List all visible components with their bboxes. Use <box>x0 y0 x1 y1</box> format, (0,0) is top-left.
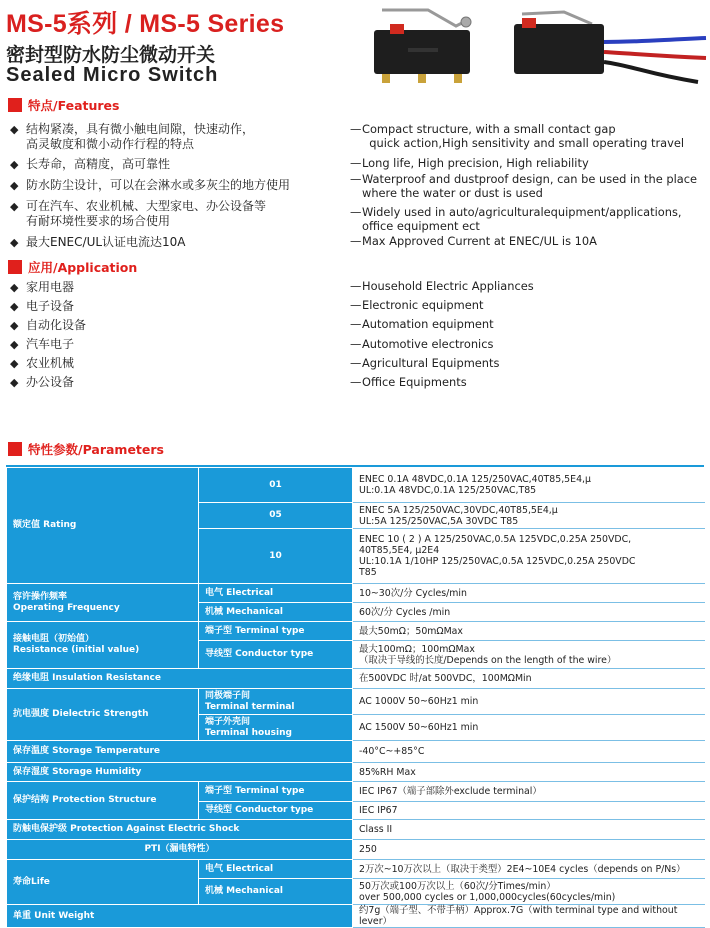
application-cn-4: ◆ 汽车电子 <box>10 337 75 351</box>
life-sub: 电气 Electrical <box>199 860 353 879</box>
dielectric-label: 抗电强度 Dielectric Strength <box>7 689 199 741</box>
life-value: 2万次~10万次以上（取决于类型）2E4~10E4 cycles（depends on P/Ns） <box>353 860 705 879</box>
diamond-icon: ◆ <box>10 338 19 351</box>
parameters-heading: 特性参数/Parameters <box>8 441 164 457</box>
table-row <box>7 763 705 782</box>
application-en-2: —Electronic equipment <box>350 298 484 312</box>
pti-label: PTI（漏电特性） <box>7 840 353 860</box>
table-row <box>7 782 705 802</box>
application-cn-6: ◆ 办公设备 <box>10 375 75 389</box>
storage-temp-value: -40°C~+85°C <box>353 741 705 763</box>
features-heading: 特点/Features <box>8 97 119 113</box>
table-row <box>7 840 705 860</box>
protection-sub: 端子型 Terminal type <box>199 782 353 802</box>
subtitle-en: Sealed Micro Switch <box>6 64 219 86</box>
op-freq-sub: 机械 Mechanical <box>199 603 353 622</box>
rating-value: ENEC 5A 125/250VAC,30VDC,40T85,5E4,μ UL:5A 125/250VAC,5A 30VDC T85 <box>353 503 705 529</box>
application-heading: 应用/Application <box>8 259 137 275</box>
switch-wire-image <box>508 2 708 84</box>
table-row <box>7 468 705 503</box>
diamond-icon: ◆ <box>10 236 19 249</box>
rating-value: ENEC 10 ( 2 ) A 125/250VAC,0.5A 125VDC,0.25A 250VDC, 40T85,5E4, μ2E4 UL:10.1A 1/10HP 125/250VAC,0.5A 125VDC,0.25A 250VDC T85 <box>353 529 705 584</box>
dielectric-sub: 同极端子间 Terminal terminal <box>199 689 353 715</box>
table-row <box>7 860 705 879</box>
op-freq-sub: 电气 Electrical <box>199 584 353 603</box>
table-row <box>7 905 705 928</box>
life-sub: 机械 Mechanical <box>199 879 353 905</box>
shock-label: 防触电保护级 Protection Against Electric Shock <box>7 820 353 840</box>
switch-terminal-image <box>368 2 488 84</box>
resistance-sub: 导线型 Conductor type <box>199 641 353 669</box>
red-square-icon <box>8 442 22 456</box>
op-freq-label: 容许操作频率 Operating Frequency <box>7 584 199 622</box>
application-en-6: —Office Equipments <box>350 375 467 389</box>
insulation-label: 绝缘电阻 Insulation Resistance <box>7 669 353 689</box>
table-row <box>7 689 705 715</box>
application-en-3: —Automation equipment <box>350 317 494 331</box>
life-value: 50万次或100万次以上（60次/分Times/min） over 500,000 cycles or 1,000,000cycles(60cycles/min) <box>353 879 705 905</box>
table-row <box>7 820 705 840</box>
feature-en-1: —Compact structure, with a small contact gap quick action,High sensitivity and small operating travel <box>350 122 685 150</box>
feature-cn-1: ◆ 结构紧凑，具有微小触电间隙，快速动作， 高灵敏度和微小动作行程的特点 <box>10 122 255 151</box>
red-square-icon <box>8 260 22 274</box>
feature-cn-5: ◆ 最大ENEC/UL认证电流达10A <box>10 235 186 249</box>
insulation-value: 在500VDC 时/at 500VDC，100MΩMin <box>353 669 705 689</box>
application-en-4: —Automotive electronics <box>350 337 494 351</box>
storage-temp-label: 保存温度 Storage Temperature <box>7 741 353 763</box>
diamond-icon: ◆ <box>10 200 19 213</box>
resistance-label: 接触电阻（初始值） Resistance (initial value) <box>7 622 199 669</box>
op-freq-value: 60次/分 Cycles /min <box>353 603 705 622</box>
life-label: 寿命Life <box>7 860 199 905</box>
table-row <box>7 584 705 603</box>
dielectric-value: AC 1500V 50~60Hz1 min <box>353 715 705 741</box>
table-row <box>7 669 705 689</box>
application-cn-1: ◆ 家用电器 <box>10 280 75 294</box>
dielectric-value: AC 1000V 50~60Hz1 min <box>353 689 705 715</box>
storage-hum-value: 85%RH Max <box>353 763 705 782</box>
rating-code: 10 <box>199 529 353 584</box>
dielectric-sub: 端子外壳间 Terminal housing <box>199 715 353 741</box>
table-row <box>7 741 705 763</box>
protection-value: IEC IP67 <box>353 802 705 820</box>
op-freq-value: 10~30次/分 Cycles/min <box>353 584 705 603</box>
feature-en-4: —Widely used in auto/agriculturalequipment/applications, office equipment ect <box>350 205 682 233</box>
feature-en-2: —Long life, High precision, High reliability <box>350 156 589 170</box>
feature-en-5: —Max Approved Current at ENEC/UL is 10A <box>350 234 597 248</box>
resistance-value: 最大100mΩ；100mΩMax （取决于导线的长度/Depends on the length of the wire） <box>353 641 705 669</box>
feature-en-3: —Waterproof and dustproof design, can be used in the place where the water or dust is used <box>350 172 697 200</box>
rating-code: 01 <box>199 468 353 503</box>
protection-label: 保护结构 Protection Structure <box>7 782 199 820</box>
rating-label: 额定值 Rating <box>7 468 199 584</box>
pti-value: 250 <box>353 840 705 860</box>
diamond-icon: ◆ <box>10 300 19 313</box>
weight-value: 约7g（端子型、不带手柄）Approx.7G（with terminal type and without lever） <box>353 905 705 928</box>
protection-sub: 导线型 Conductor type <box>199 802 353 820</box>
resistance-sub: 端子型 Terminal type <box>199 622 353 641</box>
subtitle-cn: 密封型防水防尘微动开关 <box>6 44 216 66</box>
diamond-icon: ◆ <box>10 158 19 171</box>
application-cn-2: ◆ 电子设备 <box>10 299 75 313</box>
application-cn-3: ◆ 自动化设备 <box>10 318 87 332</box>
storage-hum-label: 保存湿度 Storage Humidity <box>7 763 353 782</box>
parameters-table <box>6 467 705 928</box>
red-square-icon <box>8 98 22 112</box>
table-row <box>7 622 705 641</box>
application-en-1: —Household Electric Appliances <box>350 279 534 293</box>
resistance-value: 最大50mΩ；50mΩMax <box>353 622 705 641</box>
diamond-icon: ◆ <box>10 179 19 192</box>
weight-label: 单重 Unit Weight <box>7 905 353 928</box>
diamond-icon: ◆ <box>10 376 19 389</box>
application-cn-5: ◆ 农业机械 <box>10 356 75 370</box>
diamond-icon: ◆ <box>10 123 19 136</box>
diamond-icon: ◆ <box>10 357 19 370</box>
application-en-5: —Agricultural Equipments <box>350 356 500 370</box>
feature-cn-2: ◆ 长寿命，高精度，高可靠性 <box>10 157 171 171</box>
shock-value: Class II <box>353 820 705 840</box>
feature-cn-3: ◆ 防水防尘设计，可以在会淋水或多灰尘的地方使用 <box>10 178 291 192</box>
diamond-icon: ◆ <box>10 319 19 332</box>
rating-value: ENEC 0.1A 48VDC,0.1A 125/250VAC,40T85,5E4,μ UL:0.1A 48VDC,0.1A 125/250VAC,T85 <box>353 468 705 503</box>
page-title: MS-5系列 / MS-5 Series <box>6 10 285 38</box>
feature-cn-4: ◆ 可在汽车、农业机械、大型家电、办公设备等 有耐环境性要求的场合使用 <box>10 199 267 228</box>
protection-value: IEC IP67（端子部除外exclude terminal） <box>353 782 705 802</box>
rating-code: 05 <box>199 503 353 529</box>
diamond-icon: ◆ <box>10 281 19 294</box>
